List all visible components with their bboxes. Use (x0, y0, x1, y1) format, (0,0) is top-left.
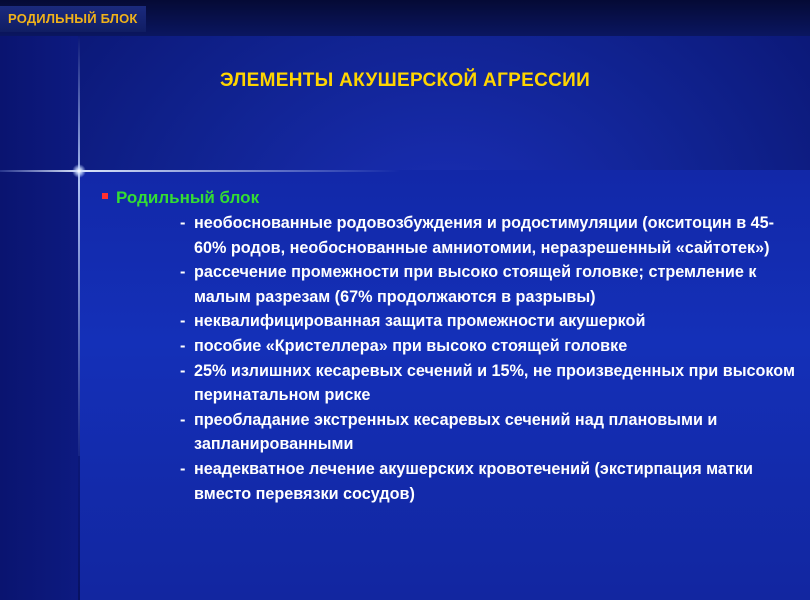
list-item-text: рассечение промежности при высоко стоящей головке; стремление к малым разрезам (67% продолжаются в разрывы) (194, 263, 757, 306)
list-item: - 25% излишних кесаревых сечений и 15%, не произведенных при высоком перинатальном риске (180, 361, 795, 405)
top-bar (0, 0, 810, 36)
list-item-text: необоснованные родовозбуждения и родостимуляции (окситоцин в 45-60% родов, необоснованные амниотомии, неразрешенный «сайтотек») (194, 214, 775, 257)
list-item: - неадекватное лечение акушерских кровотечений (экстирпация матки вместо перевязки сосудов) (180, 459, 753, 503)
section-heading (102, 188, 259, 208)
list-item: - преобладание экстренных кесаревых сечений над плановыми и запланированными (180, 410, 718, 454)
section-tab: РОДИЛЬНЫЙ БЛОК (0, 6, 146, 32)
sparkle-icon (72, 164, 86, 178)
list-item-text: неадекватное лечение акушерских кровотечений (экстирпация матки вместо перевязки сосудов) (194, 459, 753, 503)
list-item-text: пособие «Кристеллера» при высоко стоящей головке (194, 336, 628, 355)
list-item: - неквалифицированная защита промежности акушеркой (180, 312, 646, 331)
decorative-horizontal-line (0, 170, 400, 172)
section-heading-text: Родильный блок (116, 188, 260, 207)
list-item: - пособие «Кристеллера» при высоко стоящей головке (180, 336, 628, 355)
item-list (180, 211, 800, 506)
list-item-text: преобладание экстренных кесаревых сечений над плановыми и запланированными (194, 410, 718, 454)
decorative-vertical-line (78, 36, 80, 456)
bullet-square-icon (102, 193, 108, 199)
list-item-text: неквалифицированная защита промежности акушеркой (194, 312, 646, 331)
left-shade (0, 36, 78, 600)
slide-title: ЭЛЕМЕНТЫ АКУШЕРСКОЙ АГРЕССИИ (219, 70, 591, 91)
list-item: - необоснованные родовозбуждения и родостимуляции (окситоцин в 45-60% родов, необоснованные амниотомии, неразрешенный «сайтотек») (180, 214, 775, 257)
list-item: - рассечение промежности при высоко стоящей головке; стремление к малым разрезам (67% продолжаются в разрывы) (180, 263, 757, 306)
list-item-text: 25% излишних кесаревых сечений и 15%, не произведенных при высоком перинатальном риске (194, 361, 795, 405)
